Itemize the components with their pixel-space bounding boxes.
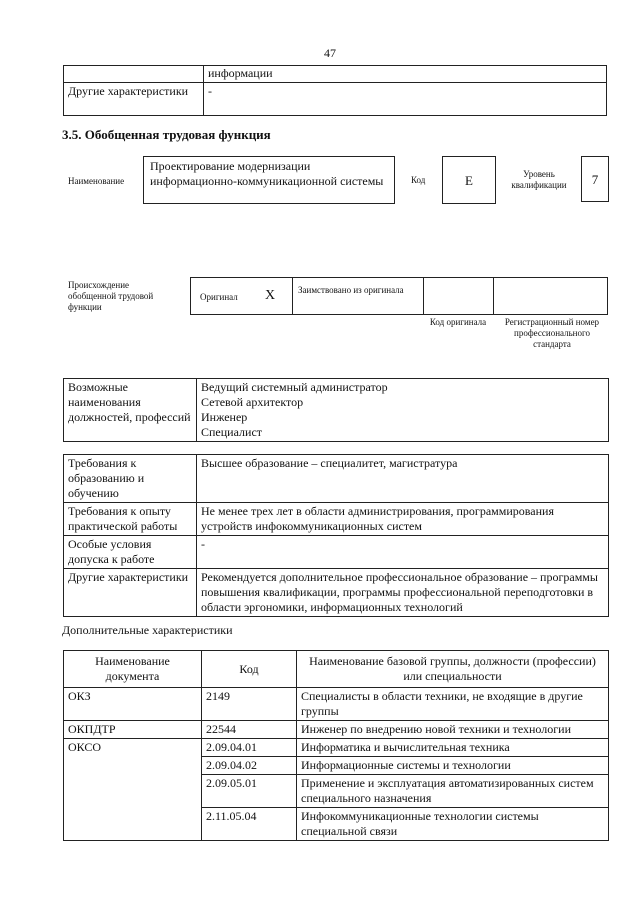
table-row xyxy=(64,503,609,536)
original-mark: X xyxy=(265,288,276,303)
top-table xyxy=(63,65,607,116)
position-item: Сетевой архитектор xyxy=(201,395,304,409)
doc-cell: ОКСО xyxy=(64,739,202,841)
requirements-table xyxy=(63,454,609,617)
top-row2-value: - xyxy=(204,83,607,116)
doc-cell: ОКЗ xyxy=(64,688,202,721)
code-cell: 2.09.05.01 xyxy=(202,775,297,808)
table-row xyxy=(64,83,607,116)
table-row xyxy=(64,66,607,83)
code-cell: 22544 xyxy=(202,721,297,739)
requirement-value: Высшее образование – специалитет, магистратура xyxy=(197,455,609,503)
table-row xyxy=(64,455,609,503)
code-cell: 2.09.04.02 xyxy=(202,757,297,775)
doc-cell: ОКПДТР xyxy=(64,721,202,739)
origin-label: Происхождение обобщенной трудовой функции xyxy=(68,280,154,312)
position-item: Ведущий системный администратор xyxy=(201,380,388,394)
header-code: Код xyxy=(202,651,297,688)
code-label: Код xyxy=(411,175,426,185)
requirement-value: Не менее трех лет в области администрирования, программирования устройств инфокоммуникационных систем xyxy=(197,503,609,536)
table-row xyxy=(64,721,609,739)
origin-row xyxy=(190,277,608,315)
code-cell: 2.11.05.04 xyxy=(202,808,297,841)
positions-table xyxy=(63,378,609,442)
name-cell: Инфокоммуникационные технологии системы специальной связи xyxy=(297,808,609,841)
position-item: Специалист xyxy=(201,425,263,439)
requirement-label: Требования к образованию и обучению xyxy=(64,455,197,503)
original-label: Оригинал xyxy=(200,292,238,302)
function-name-value: Проектирование модернизации информационно-коммуникационной системы xyxy=(150,159,384,188)
table-row xyxy=(64,379,609,442)
requirement-label: Требования к опыту практической работы xyxy=(64,503,197,536)
requirement-value: - xyxy=(197,536,609,569)
function-name-box xyxy=(143,156,395,204)
name-cell: Применение и эксплуатация автоматизированных систем специального назначения xyxy=(297,775,609,808)
table-row xyxy=(64,536,609,569)
code-original-caption: Код оригинала xyxy=(429,317,487,327)
level-box xyxy=(581,156,609,202)
table-row xyxy=(64,569,609,617)
position-item: Инженер xyxy=(201,410,248,424)
requirement-label: Другие характеристики xyxy=(64,569,197,617)
header-document: Наименование документа xyxy=(64,651,202,688)
section-title: 3.5. Обобщенная трудовая функция xyxy=(62,127,271,142)
code-cell: 2149 xyxy=(202,688,297,721)
page-number: 47 xyxy=(324,46,336,60)
code-value: E xyxy=(465,173,473,188)
name-label: Наименование xyxy=(68,176,125,186)
additional-table xyxy=(63,650,609,841)
name-cell: Информационные системы и технологии xyxy=(297,757,609,775)
name-cell: Инженер по внедрению новой техники и технологии xyxy=(297,721,609,739)
requirement-value: Рекомендуется дополнительное профессиональное образование – программы повышения квалификации, программы профессиональной переподготовки в области эргономики, информационных технологий xyxy=(197,569,609,617)
positions-label: Возможные наименования должностей, профессий xyxy=(64,379,197,442)
code-box xyxy=(442,156,496,204)
level-value: 7 xyxy=(591,172,599,187)
name-cell: Информатика и вычислительная техника xyxy=(297,739,609,757)
code-cell: 2.09.04.01 xyxy=(202,739,297,757)
table-row xyxy=(64,688,609,721)
header-name: Наименование базовой группы, должности (профессии) или специальности xyxy=(297,651,609,688)
reg-number-caption: Регистрационный номер профессионального стандарта xyxy=(504,317,600,349)
table-row xyxy=(64,739,609,757)
table-header xyxy=(64,651,609,688)
additional-title: Дополнительные характеристики xyxy=(62,623,233,637)
borrowed-label: Заимствовано из оригинала xyxy=(298,285,404,295)
name-cell: Специалисты в области техники, не входящие в другие группы xyxy=(297,688,609,721)
level-label: Уровень квалификации xyxy=(511,169,567,190)
requirement-label: Особые условия допуска к работе xyxy=(64,536,197,569)
top-row1-value: информации xyxy=(204,66,607,83)
top-row2-label: Другие характеристики xyxy=(64,83,204,116)
